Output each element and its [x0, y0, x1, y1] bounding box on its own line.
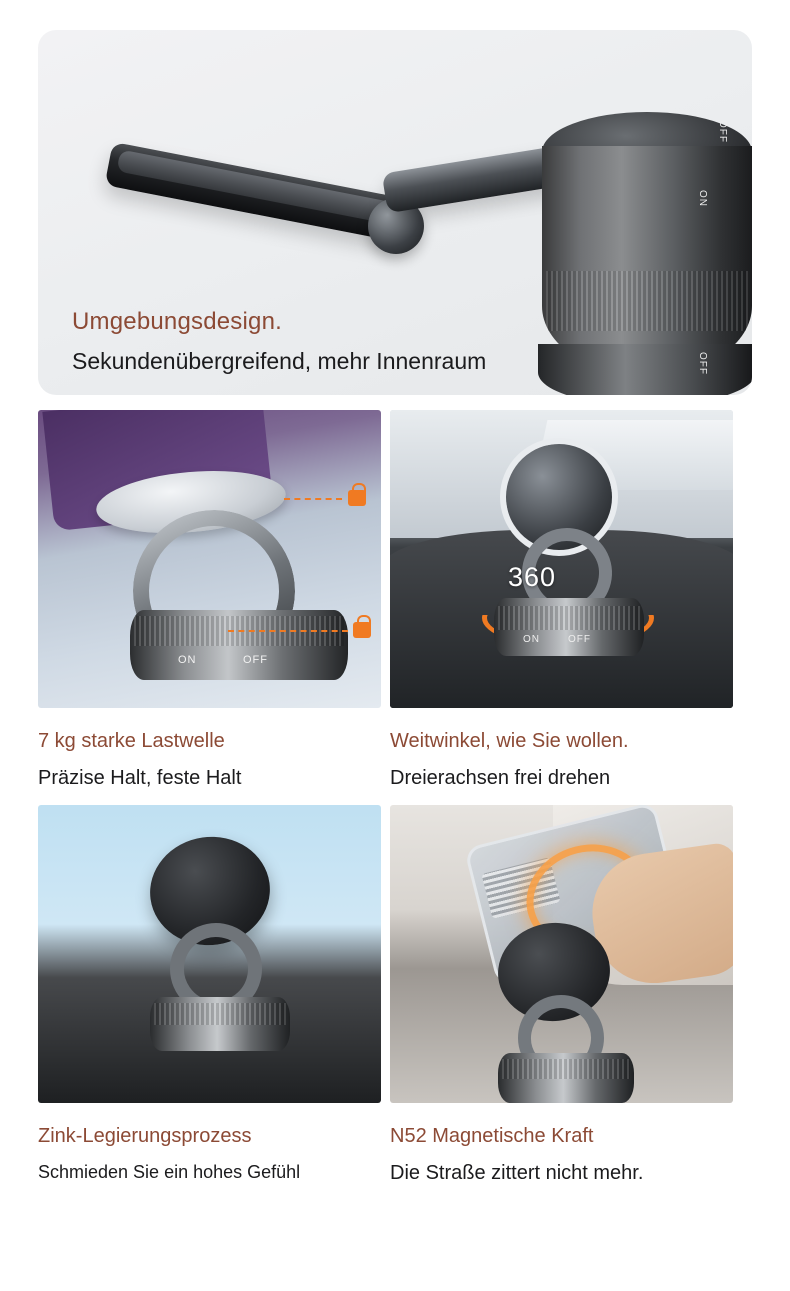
callout-line-top	[284, 498, 342, 501]
feature-subtitle: Präzise Halt, feste Halt	[38, 767, 242, 789]
hero-label-off-bottom: OFF	[697, 352, 708, 375]
hero-label-on: ON	[697, 190, 708, 207]
feature-image-rotation	[390, 410, 733, 708]
hero-base-knurling	[546, 271, 748, 331]
feature-subtitle: Dreierachsen frei drehen	[390, 767, 611, 789]
lock-icon	[353, 622, 371, 638]
dial-knurling	[502, 1059, 630, 1079]
dial-label-off: OFF	[568, 634, 591, 645]
feature-row-1	[0, 410, 790, 790]
feature-card-rotation	[390, 410, 733, 790]
hero-subtitle: Sekundenübergreifend, mehr Innenraum	[72, 348, 487, 374]
dial-label-off: OFF	[243, 654, 268, 666]
lock-icon	[348, 490, 366, 506]
feature-subtitle: Schmieden Sie ein hohes Gefühl	[38, 1162, 301, 1182]
callout-line-bottom	[228, 630, 348, 633]
feature-title: Zink-Legierungsprozess	[38, 1125, 252, 1147]
feature-row-2	[0, 805, 790, 1185]
dial-knurling	[154, 1003, 286, 1025]
feature-image-alloy	[38, 805, 381, 1103]
hero-caption	[72, 308, 486, 375]
hero-title: Umgebungsdesign.	[72, 308, 283, 335]
feature-subtitle: Die Straße zittert nicht mehr.	[390, 1162, 644, 1184]
hero-base-body	[542, 146, 752, 376]
rotation-degrees-label: 360	[508, 562, 557, 592]
feature-title: 7 kg starke Lastwelle	[38, 730, 225, 752]
feature-card-alloy	[38, 805, 381, 1185]
feature-card-load	[38, 410, 381, 790]
hero-label-off-top: OFF	[717, 120, 728, 143]
dial-label-on: ON	[178, 654, 197, 666]
feature-card-magnet	[390, 805, 733, 1185]
hero-base-assembly	[532, 106, 752, 395]
feature-image-magnet	[390, 805, 733, 1103]
feature-title: Weitwinkel, wie Sie wollen.	[390, 730, 629, 752]
hero-base-bottom	[538, 344, 752, 395]
dial-label-on: ON	[523, 634, 540, 645]
feature-title: N52 Magnetische Kraft	[390, 1125, 594, 1147]
feature-image-lock-detail	[38, 410, 381, 708]
dial-knurling	[498, 606, 640, 630]
hero-banner	[38, 30, 752, 395]
